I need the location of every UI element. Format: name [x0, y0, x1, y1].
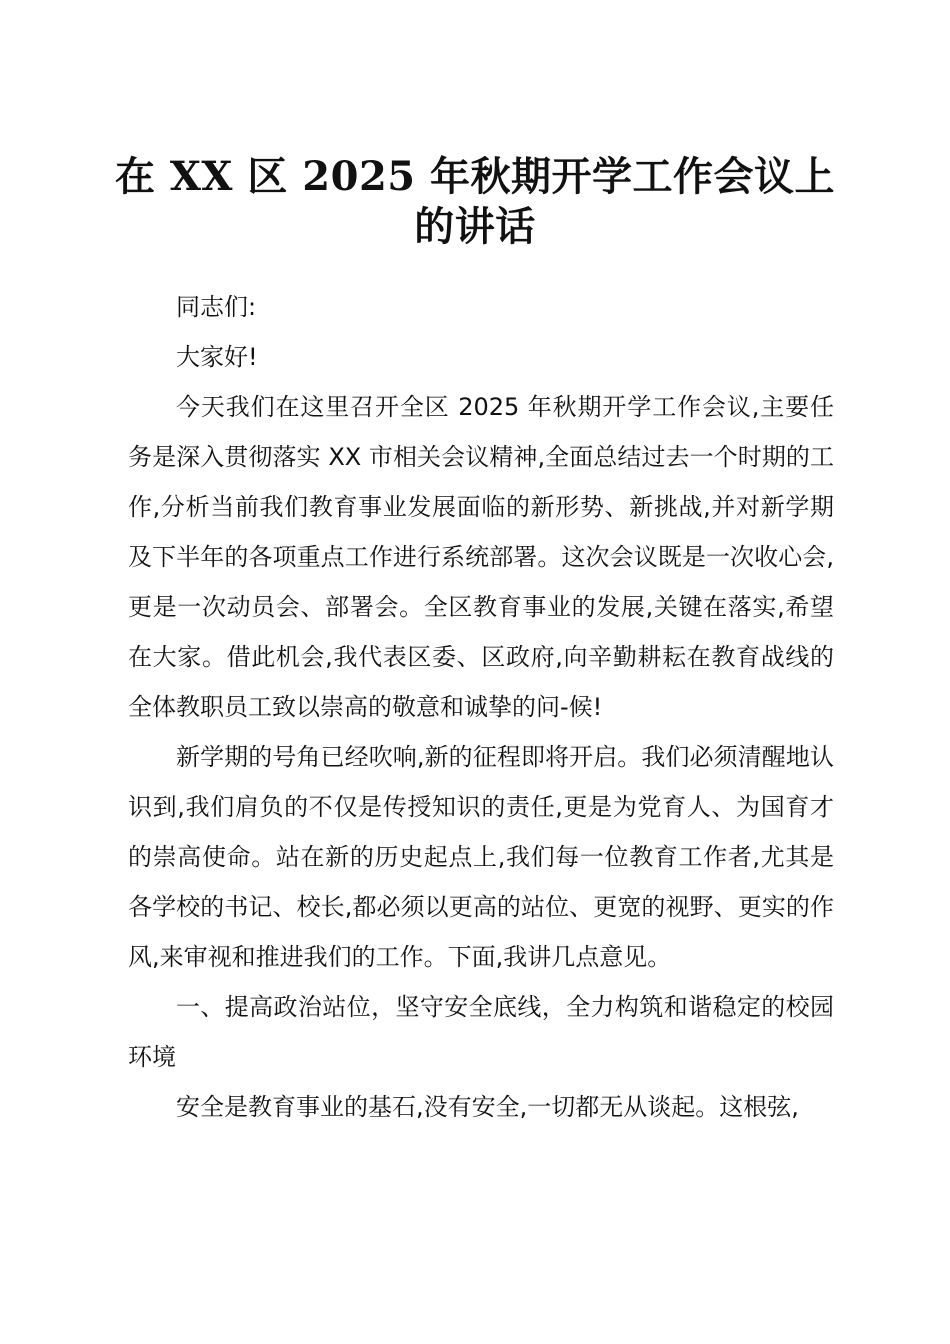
section-heading-1: 一、提高政治站位，坚守安全底线，全力构筑和谐稳定的校园环境 — [128, 993, 834, 1071]
paragraph-safety: 安全是教育事业的基石,没有安全,一切都无从谈起。这根弦, — [176, 1093, 799, 1121]
document-title: 在 XX 区 2025 年秋期开学工作会议上的讲话 — [114, 153, 836, 250]
greeting: 大家好! — [176, 343, 258, 371]
paragraph-mission: 新学期的号角已经吹响,新的征程即将开启。我们必须清醒地认识到,我们肩负的不仅是传授知识的责任,更是为党育人、为国育才的崇高使命。站在新的历史起点上,我们每一位教育工作者,尤其是各学校的书记、校长,都必须以更高的站位、更宽的视野、更实的作风,来审视和推进我们的工作。下面,我讲几点意见。 — [128, 743, 834, 971]
document-body — [128, 282, 834, 1132]
paragraph-intro: 今天我们在这里召开全区 2025 年秋期开学工作会议,主要任务是深入贯彻落实 XX 市相关会议精神,全面总结过去一个时期的工作,分析当前我们教育事业发展面临的新形势、新挑战,并对新学期及下半年的各项重点工作进行系统部署。这次会议既是一次收心会,更是一次动员会、部署会。全区教育事业的发展,关键在落实,希望在大家。借此机会,我代表区委、区政府,向辛勤耕耘在教育战线的全体教职员工致以崇高的敬意和诚挚的问-候! — [128, 393, 834, 721]
salutation: 同志们: — [176, 293, 257, 321]
